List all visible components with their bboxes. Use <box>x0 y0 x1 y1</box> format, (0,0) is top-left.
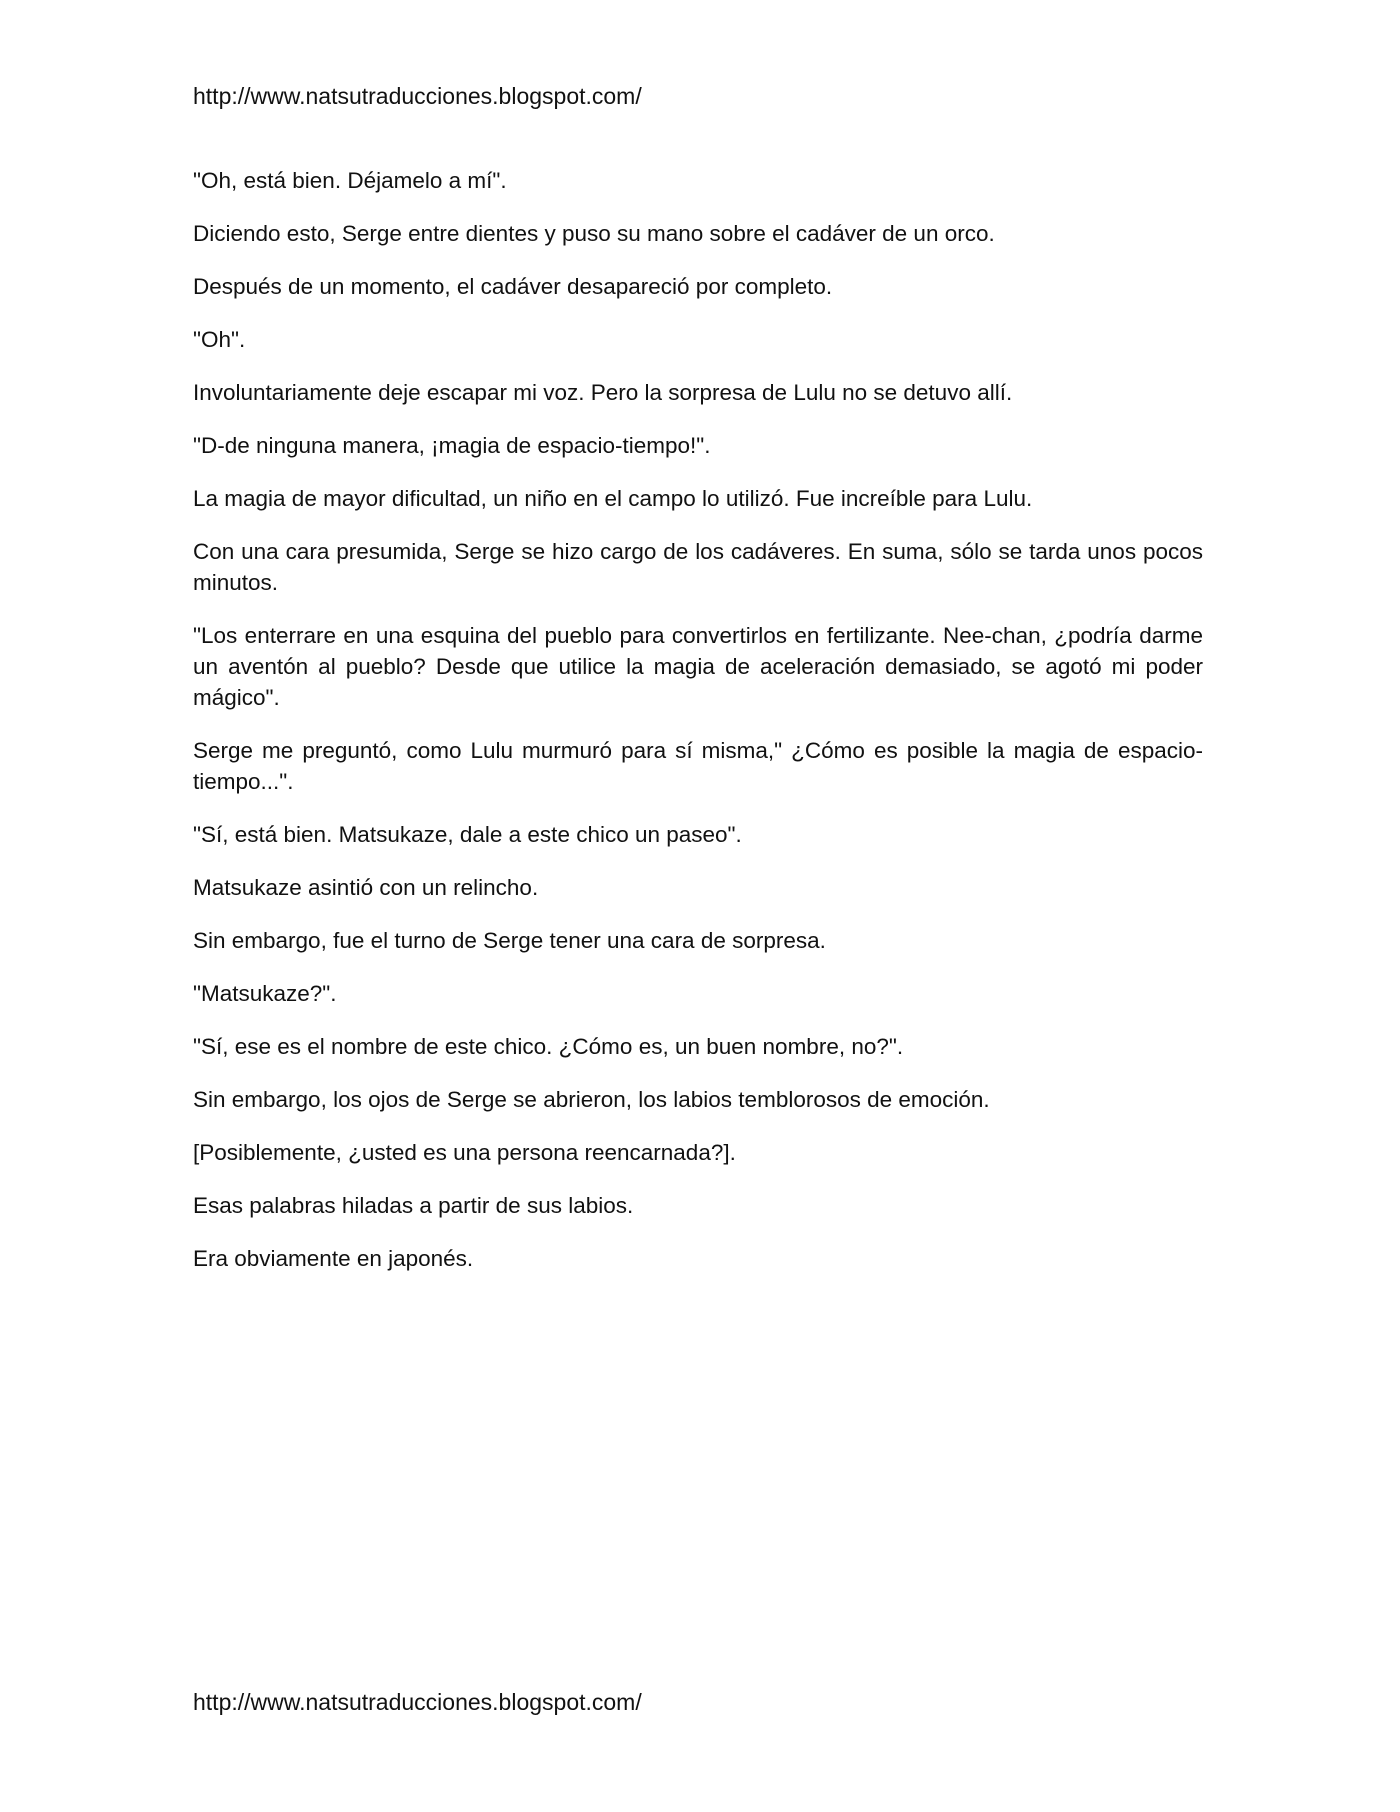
paragraph: "Oh". <box>193 327 246 352</box>
paragraph: Sin embargo, los ojos de Serge se abrieron, los labios temblorosos de emoción. <box>193 1087 990 1112</box>
paragraph: La magia de mayor dificultad, un niño en el campo lo utilizó. Fue increíble para Lulu. <box>193 486 1033 511</box>
paragraph: "Sí, ese es el nombre de este chico. ¿Cómo es, un buen nombre, no?". <box>193 1034 904 1059</box>
paragraph: Diciendo esto, Serge entre dientes y puso su mano sobre el cadáver de un orco. <box>193 221 995 246</box>
paragraph: Esas palabras hiladas a partir de sus labios. <box>193 1193 634 1218</box>
paragraph: Con una cara presumida, Serge se hizo cargo de los cadáveres. En suma, sólo se tarda unos pocos minutos. <box>193 539 1203 595</box>
header-url: http://www.natsutraducciones.blogspot.com/ <box>193 83 642 109</box>
paragraph: "Matsukaze?". <box>193 981 337 1006</box>
paragraph: Matsukaze asintió con un relincho. <box>193 875 539 900</box>
paragraph: "Los enterrare en una esquina del pueblo para convertirlos en fertilizante. Nee-chan, ¿podría darme un aventón al pueblo? Desde que utilice la magia de aceleración demasiado, se agotó mi poder mágico". <box>193 623 1203 710</box>
footer-url: http://www.natsutraducciones.blogspot.com/ <box>193 1689 642 1715</box>
paragraph: Sin embargo, fue el turno de Serge tener una cara de sorpresa. <box>193 928 826 953</box>
paragraph: "D-de ninguna manera, ¡magia de espacio-tiempo!". <box>193 433 711 458</box>
paragraph: [Posiblemente, ¿usted es una persona reencarnada?]. <box>193 1140 736 1165</box>
paragraph: "Oh, está bien. Déjamelo a mí". <box>193 168 507 193</box>
paragraph: Después de un momento, el cadáver desapareció por completo. <box>193 274 833 299</box>
paragraph: Serge me preguntó, como Lulu murmuró para sí misma," ¿Cómo es posible la magia de espacio-tiempo...". <box>193 738 1203 794</box>
paragraph: "Sí, está bien. Matsukaze, dale a este chico un paseo". <box>193 822 742 847</box>
paragraph: Era obviamente en japonés. <box>193 1246 474 1271</box>
document-body <box>193 165 1203 1296</box>
paragraph: Involuntariamente deje escapar mi voz. Pero la sorpresa de Lulu no se detuvo allí. <box>193 380 1013 405</box>
